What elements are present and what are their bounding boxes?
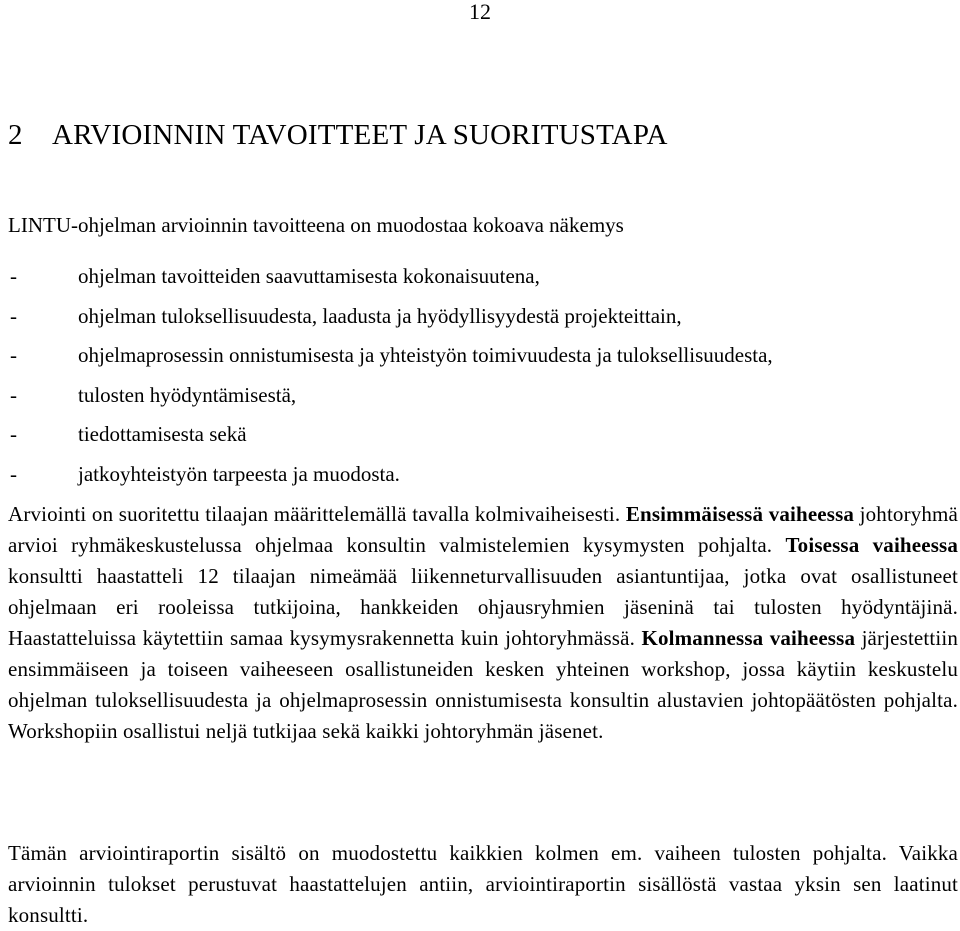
list-item: - ohjelman tavoitteiden saavuttamisesta kokonaisuutena,: [8, 257, 773, 297]
page-number: 12: [469, 0, 491, 24]
phase-two-label: Toisessa vaiheessa: [785, 533, 959, 557]
bullet-dash: -: [10, 422, 17, 447]
bullet-dash: -: [10, 382, 17, 407]
list-item: - tulosten hyödyntämisestä,: [8, 376, 773, 416]
method-paragraph: Arviointi on suoritettu tilaajan määrittelemällä tavalla kolmivaiheisesti. Ensimmäisessä vaiheessa johtoryhmä arvioi ryhmäkeskustelussa ohjelmaa konsultin valmistelemien kysymysten pohjalta. Toisessa vaiheessa konsultti haastatteli 12 tilaajan nimeämää liikenneturvallisuuden asiantuntijaa, jotka ovat osallistuneet ohjelmaan eri rooleissa tutkijoina, hankkeiden ohjausryhmien jäseninä tai tulosten hyödyntäjinä. Haastatteluissa käytettiin samaa kysymysrakennetta kuin johtoryhmässä. Kolmannessa vaiheessa järjestettiin ensimmäiseen ja toiseen vaiheeseen osallistuneiden kesken yhteinen workshop, jossa käytiin keskustelu ohjelman tuloksellisuudesta ja ohjelmaprosessin onnistumisesta konsultin alustavien johtopäätösten pohjalta. Workshopiin osallistui neljä tutkijaa sekä kaikki johtoryhmän jäsenet.: [8, 502, 959, 743]
section-heading: [8, 118, 668, 152]
list-item: - ohjelmaprosessin onnistumisesta ja yhteistyön toimivuudesta ja tuloksellisuudesta,: [8, 336, 773, 376]
objectives-list: [8, 257, 773, 495]
bullet-dash: -: [10, 303, 17, 328]
list-item: - ohjelman tuloksellisuudesta, laadusta ja hyödyllisyydestä projekteittain,: [8, 297, 773, 337]
phase-one-label: Ensimmäisessä vaiheessa: [625, 502, 855, 526]
section-number: 2: [8, 119, 23, 151]
report-basis-paragraph: Tämän arviointiraportin sisältö on muodostettu kaikkien kolmen em. vaiheen tulosten pohjalta. Vaikka arvioinnin tulokset perustuvat haastattelujen antiin, arviointiraportin sisällöstä vastaa yksin sen laatinut konsultti.: [8, 841, 958, 927]
list-item: - jatkoyhteistyön tarpeesta ja muodosta.: [8, 455, 773, 495]
phase-three-label: Kolmannessa vaiheessa: [641, 626, 856, 650]
section-title: ARVIOINNIN TAVOITTEET JA SUORITUSTAPA: [52, 119, 668, 151]
bullet-dash: -: [10, 461, 17, 486]
list-item: - tiedottamisesta sekä: [8, 415, 773, 455]
bullet-dash: -: [10, 264, 17, 288]
intro-text: LINTU-ohjelman arvioinnin tavoitteena on muodostaa kokoava näkemys: [8, 213, 624, 237]
bullet-dash: -: [10, 343, 17, 368]
